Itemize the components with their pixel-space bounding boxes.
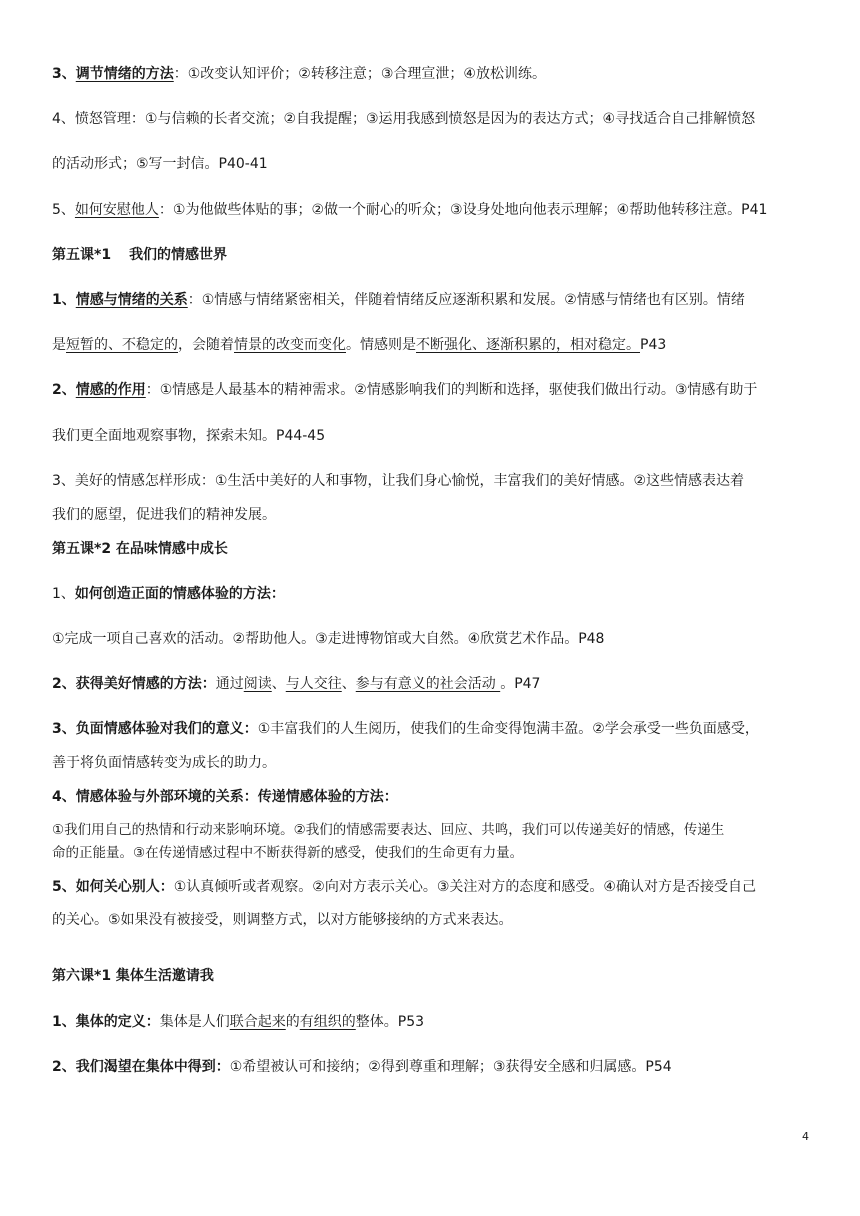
lesson-5-2-title: 第五课*2 在品味情感中成长 (52, 541, 228, 557)
lesson-5-1-title: 第五课*1 我们的情感世界 (52, 247, 228, 263)
line-anger-management-cont: 的活动形式；⑤写一封信。P40-41 (52, 156, 268, 172)
line-good-emotion-formed-cont: 我们的愿望，促进我们的精神发展。 (52, 507, 276, 523)
line-pass-emotion: ①我们用自己的热情和行动来影响环境。②我们的情感需要表达、回应、共鸣，我们可以传递美好的情感，传递生 (52, 822, 725, 838)
line-emotion-relation-cont: 是短暂的、不稳定的，会随着情景的改变而变化。情感则是不断强化、逐渐积累的，相对稳定。P43 (52, 337, 667, 353)
heading-comfort-others: 如何安慰他人 (74, 202, 159, 218)
line-positive-experience-items: ①完成一项自己喜欢的活动。②帮助他人。③走进博物馆或大自然。④欣赏艺术作品。P48 (52, 631, 605, 647)
line-anger-management: 4、愤怒管理：①与信赖的长者交流；②自我提醒；③运用我感到愤怒是因为的表达方式；④寻找适合自己排解愤怒 (52, 111, 756, 127)
line-pass-emotion-cont: 命的正能量。③在传递情感过程中不断获得新的感受，使我们的生命更有力量。 (52, 845, 524, 861)
line-care-others-cont: 的关心。⑤如果没有被接受，则调整方式，以对方能够接纳的方式来表达。 (52, 912, 513, 928)
line-collective-desire: 2、我们渴望在集体中得到：①希望被认可和接纳；②得到尊重和理解；③获得安全感和归属感。P54 (52, 1059, 672, 1075)
page-number: 4 (802, 1130, 809, 1143)
line-comfort-others: 5、如何安慰他人：①为他做些体贴的事；②做一个耐心的听众；③设身处地向他表示理解；④帮助他转移注意。P41 (52, 202, 768, 218)
line-positive-experience: 1、如何创造正面的情感体验的方法： (52, 586, 285, 602)
line-negative-experience: 3、负面情感体验对我们的意义：①丰富我们的人生阅历，使我们的生命变得饱满丰盈。②学会承受一些负面感受， (52, 721, 759, 737)
line-collective-definition: 1、集体的定义：集体是人们联合起来的有组织的整体。P53 (52, 1014, 425, 1030)
line-regulate-emotion: 3、调节情绪的方法：①改变认知评价；②转移注意；③合理宣泄；④放松训练。 (52, 66, 546, 82)
heading-regulate-emotion: 调节情绪的方法 (75, 66, 174, 82)
lesson-6-1-title: 第六课*1 集体生活邀请我 (52, 968, 214, 984)
line-emotion-relation: 1、情感与情绪的关系：①情感与情绪紧密相关，伴随着情绪反应逐渐积累和发展。②情感与情绪也有区别。情绪 (52, 292, 745, 308)
line-experience-environment: 4、情感体验与外部环境的关系：传递情感体验的方法： (52, 789, 398, 805)
heading-emotion-role: 情感的作用 (75, 382, 146, 398)
line-care-others: 5、如何关心别人：①认真倾听或者观察。②向对方表示关心。③关注对方的态度和感受。④确认对方是否接受自己 (52, 879, 756, 895)
line-good-emotion-formed: 3、美好的情感怎样形成：①生活中美好的人和事物，让我们身心愉悦，丰富我们的美好情感。②这些情感表达着 (52, 473, 745, 489)
heading-emotion-relation: 情感与情绪的关系 (75, 292, 188, 308)
line-emotion-role: 2、情感的作用：①情感是人最基本的精神需求。②情感影响我们的判断和选择，驱使我们做出行动。③情感有助于 (52, 382, 758, 398)
line-get-good-emotion: 2、获得美好情感的方法：通过阅读、与人交往、参与有意义的社会活动 。P47 (52, 676, 541, 692)
line-emotion-role-cont: 我们更全面地观察事物，探索未知。P44-45 (52, 428, 326, 444)
line-negative-experience-cont: 善于将负面情感转变为成长的助力。 (52, 755, 276, 771)
